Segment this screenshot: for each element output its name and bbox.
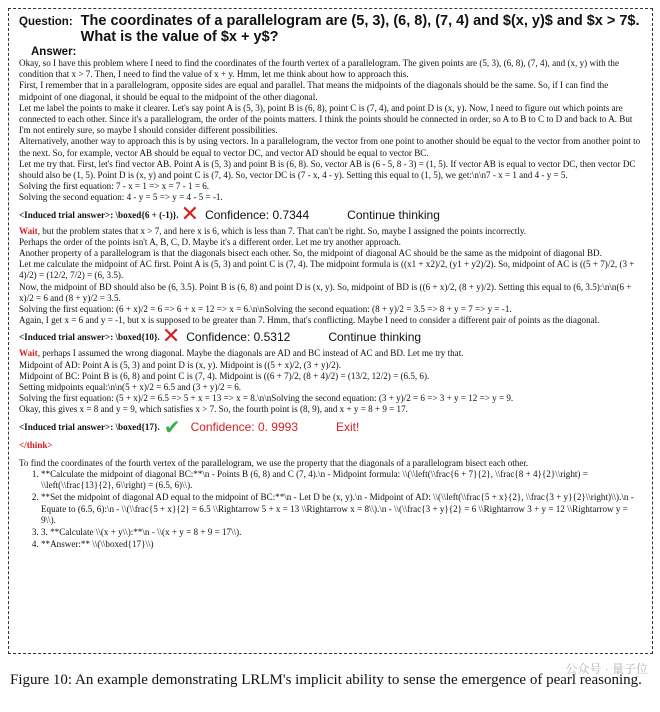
reasoning-paragraph: Setting midpoints equal:\n\n(5 + x)/2 = 6.5 and (3 + y)/2 = 6. [19,382,242,393]
reasoning-paragraph: Midpoint of BC: Point B is (6, 8) and point C is (7, 4). Midpoint is ((6 + 7)/2, (8 + 4)/2) = (13/2, 12/2) = (6.5, 6). [19,370,430,381]
induced-answer-2 [19,326,642,348]
action-label: Continue thinking [347,207,440,222]
reasoning-paragraph: Solving the second equation: 4 - y = 5 => y = 4 - 5 = -1. [19,192,223,203]
final-steps [19,469,642,550]
reasoning-paragraph: Now, the midpoint of BD should also be (6, 3.5). Point B is (6, 8) and point D is (x, y). So, midpoint of BD is ((6 + x)/2, (8 + y)/2). Setting this equal to (6, 3.5):\n\n(6 + x)/2 = 6 and (8 + y)/2 = 3.5. [19,281,632,303]
question-text: The coordinates of a parallelogram are (5, 3), (6, 8), (7, 4) and $(x, y)$ and $x > 7$. What is the value of $x + y$? [80,13,640,45]
reasoning-paragraph: Okay, so I have this problem where I need to find the coordinates of the fourth vertex of a parallelogram. The given points are (5, 3), (6, 8), (7, 4), and (x, y) with the condition that x > 7. Then, I need to find the value of x + y. Hmm, let me think about how to approach this. [19,58,620,80]
confidence-value: Confidence: 0.7344 [205,207,310,222]
reasoning-paragraph: Wait, perhaps I assumed the wrong diagonal. Maybe the diagonals are AD and BC instead of AC and BD. Let me try that. [19,348,464,359]
figure-caption: Figure 10: An example demonstrating LRLM's implicit ability to sense the emergence of pearl reasoning. [10,672,642,688]
reasoning-paragraph: Wait, but the problem states that x > 7, and here x is 6, which is less than 7. That can't be right. So, maybe I assigned the points incorrectly. [19,225,527,236]
wrong-cross-icon: ✕ [161,324,181,350]
induced-answer-label: <Induced trial answer>: \boxed{10}. [19,332,160,343]
confidence-value: Confidence: 0. 9993 [190,419,298,434]
reasoning-paragraph: Solving the first equation: (6 + x)/2 = 6 => 6 + x = 12 => x = 6.\n\nSolving the second equation: (8 + y)/2 = 3.5 => 8 + y = 7 => y = -1. [19,304,512,315]
action-label: Exit! [336,419,360,434]
think-close-tag: </think> [19,439,53,450]
reasoning-paragraph: Perhaps the order of the points isn't A, B, C, D. Maybe it's a different order. Let me try another approach. [19,236,401,247]
reasoning-paragraph: Okay, this gives x = 8 and y = 9, which satisfies x > 7. So, the fourth point is (8, 9), and x + y = 8 + 9 = 17. [19,404,408,415]
confidence-value: Confidence: 0.5312 [186,330,291,345]
wrong-cross-icon: ✕ [180,201,200,227]
reasoning-paragraph: Solving the first equation: 7 - x = 1 => x = 7 - 1 = 6. [19,181,210,192]
question-row [19,13,642,45]
action-label: Continue thinking [328,330,422,345]
induced-answer-label: <Induced trial answer>: \boxed{17}. [19,421,160,432]
reasoning-paragraph: Midpoint of AD: Point A is (5, 3) and point D is (x, y). Midpoint is ((5 + x)/2, (3 + y)/2). [19,359,341,370]
reasoning-paragraph: Again, I get x = 6 and y = -1, but x is supposed to be greater than 7. Hmm, that's conflicting. Maybe I need to consider a different pair of points as the diagonal. [19,315,600,326]
reasoning-paragraph: Another property of a parallelogram is that the diagonals bisect each other. So, the midpoint of diagonal AC should be the same as the midpoint of diagonal BD. [19,248,602,259]
induced-answer-1 [19,201,642,227]
final-step: 1. **Calculate the midpoint of diagonal BC:**\n - Points B (6, 8) and C (7, 4).\n - Midpoint formula: \\(\\left(\\frac{6 + 7}{2}, \\frac{8 + 4}{2}\\right) = \\left(\\frac{13}{2}, 6\\right) = (6.5, 6)\\). [41,469,642,491]
reasoning-paragraph: Solving the first equation: (5 + x)/2 = 6.5 => 5 + x = 13 => x = 8.\n\nSolving the second equation: (3 + y)/2 = 6 => 3 + y = 12 => y = 9. [19,393,514,404]
induced-answer-label: <Induced trial answer>: \boxed{6 + (-1)}. [19,209,179,220]
final-step: 2. **Set the midpoint of diagonal AD equal to the midpoint of BC:**\n - Let D be (x, y).\n - Midpoint of AD: \\(\\left(\\frac{5 + x}{2}, \\frac{3 + y}{2}\\right)\\).\n - Equate to (6.5, 6):\n - \\(\\frac{5 + x}{2} = 6.5 \\Rightarrow 5 + x = 13 \\Rightarrow x = 8\\).\n - \\(\\frac{3 + y}{2} = 6 \\Rightarrow 3 + y = 12 \\Rightarrow y = 9\\). [41,492,642,526]
final-intro: To find the coordinates of the fourth vertex of the parallelogram, we use the property that the diagonals of a parallelogram bisect each other. [19,457,529,468]
wait-keyword: Wait [19,225,38,236]
wait-keyword: Wait [19,348,38,359]
answer-label: Answer: [31,46,77,58]
reasoning-paragraph: Alternatively, another way to approach this is by using vectors. In a parallelogram, the vector from one point to another should be equal to the vector from another point to the next. So, for example, vector AB should be equal to vector DC, and vector AD should be equal to vector BC. [19,136,641,158]
example-box [8,8,653,654]
correct-check-icon: ✔ [163,414,181,439]
watermark: 公众号 · 量子位 [565,662,648,676]
question-label: Question: [19,16,73,28]
final-step: 3. 3. **Calculate \\(x + y\\):**\n - \\(x + y = 8 + 9 = 17\\). [41,527,642,538]
induced-answer-3 [19,416,642,438]
final-step: 4. **Answer:** \\(\\boxed{17}\\) [41,539,642,550]
reasoning-paragraph: First, I remember that in a parallelogram, opposite sides are equal and parallel. That means the midpoints of the diagonals should be the same. So, if I can find the midpoint of one diagonal, it should be equal to the midpoint of the other diagonal. [19,80,609,102]
reasoning-paragraph: Let me try that. First, let's find vector AB. Point A is (5, 3) and point B is (6, 8). So, vector AB is (6 - 5, 8 - 3) = (1, 5). If vector AB is equal to vector DC, then vector DC should also be (1, 5). Point D is (x, y) and point C is (7, 4). So, vector DC is (7 - x, 4 - y). Setting this equal to (1, 5), we get:\n\n7 - x = 1 and 4 - y = 5. [19,158,636,181]
reasoning-paragraph: Let me calculate the midpoint of AC first. Point A is (5, 3) and point C is (7, 4). The midpoint formula is ((x1 + x2)/2, (y1 + y2)/2). So, midpoint of AC is ((5 + 7)/2, (3 + 4)/2) = (12/2, 7/2) = (6, 3.5). [19,259,635,281]
reasoning-paragraph: Let me label the points to make it clearer. Let's say point A is (5, 3), point B is (6, 8), point C is (7, 4), and point D is (x, y). Now, I need to figure out which points are connected to each other. Since it's a parallelogram, the order of the points matters. I think the points should be connected in order, so A to B to C to D and back to A. But I'm not entirely sure, so maybe I should consider different possibilities. [19,102,633,136]
